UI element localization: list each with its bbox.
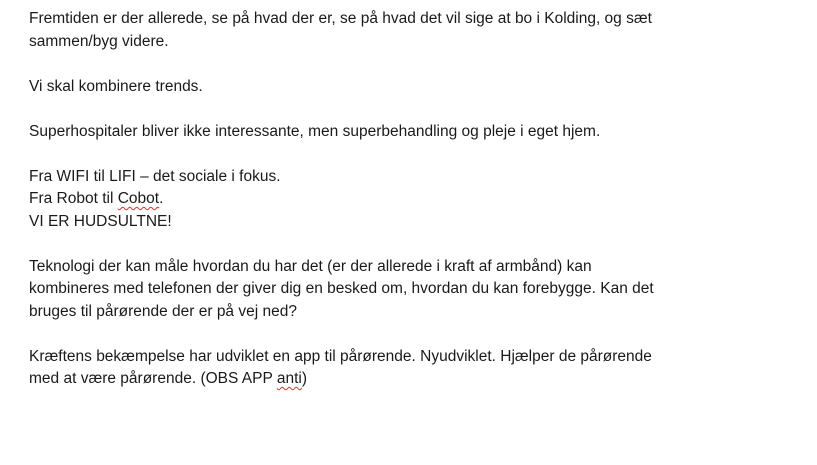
- text-line: [29, 188, 809, 211]
- text-line: [29, 368, 809, 391]
- text-line: Teknologi der kan måle hvordan du har det (er der allerede i kraft af armbånd) kan: [29, 257, 592, 275]
- text-line: Vi skal kombinere trends.: [29, 77, 203, 95]
- paragraph-gap: [29, 143, 809, 166]
- paragraph-gap: [29, 53, 809, 76]
- paragraph-gap: [29, 98, 809, 121]
- paragraph-gap: [29, 323, 809, 346]
- text-line: Fremtiden er der allerede, se på hvad der er, se på hvad det vil sige at bo i Kolding, og sæt: [29, 10, 652, 27]
- text-line: bruges til pårørende der er på vej ned?: [29, 302, 297, 320]
- document-body[interactable]: [29, 8, 809, 391]
- text-run: med at være pårørende. (OBS APP: [29, 370, 277, 387]
- text-line: kombineres med telefonen der giver dig en besked om, hvordan du kan forebygge. Kan det: [29, 280, 654, 297]
- misspelled-word[interactable]: Cobot: [117, 190, 160, 207]
- text-line: Superhospitaler bliver ikke interessante, men superbehandling og pleje i eget hjem.: [29, 122, 601, 140]
- paragraph-gap: [29, 233, 809, 256]
- text-line: VI ER HUDSULTNE!: [29, 212, 172, 230]
- text-run: ): [301, 370, 307, 387]
- text-run: .: [159, 190, 164, 207]
- text-line: Fra WIFI til LIFI – det sociale i fokus.: [29, 167, 281, 185]
- misspelled-word[interactable]: anti: [276, 370, 302, 387]
- text-line: sammen/byg videre.: [29, 32, 169, 50]
- text-run: Fra Robot til: [29, 190, 118, 207]
- text-line: Kræftens bekæmpelse har udviklet en app til pårørende. Nyudviklet. Hjælper de pårørende: [29, 347, 652, 365]
